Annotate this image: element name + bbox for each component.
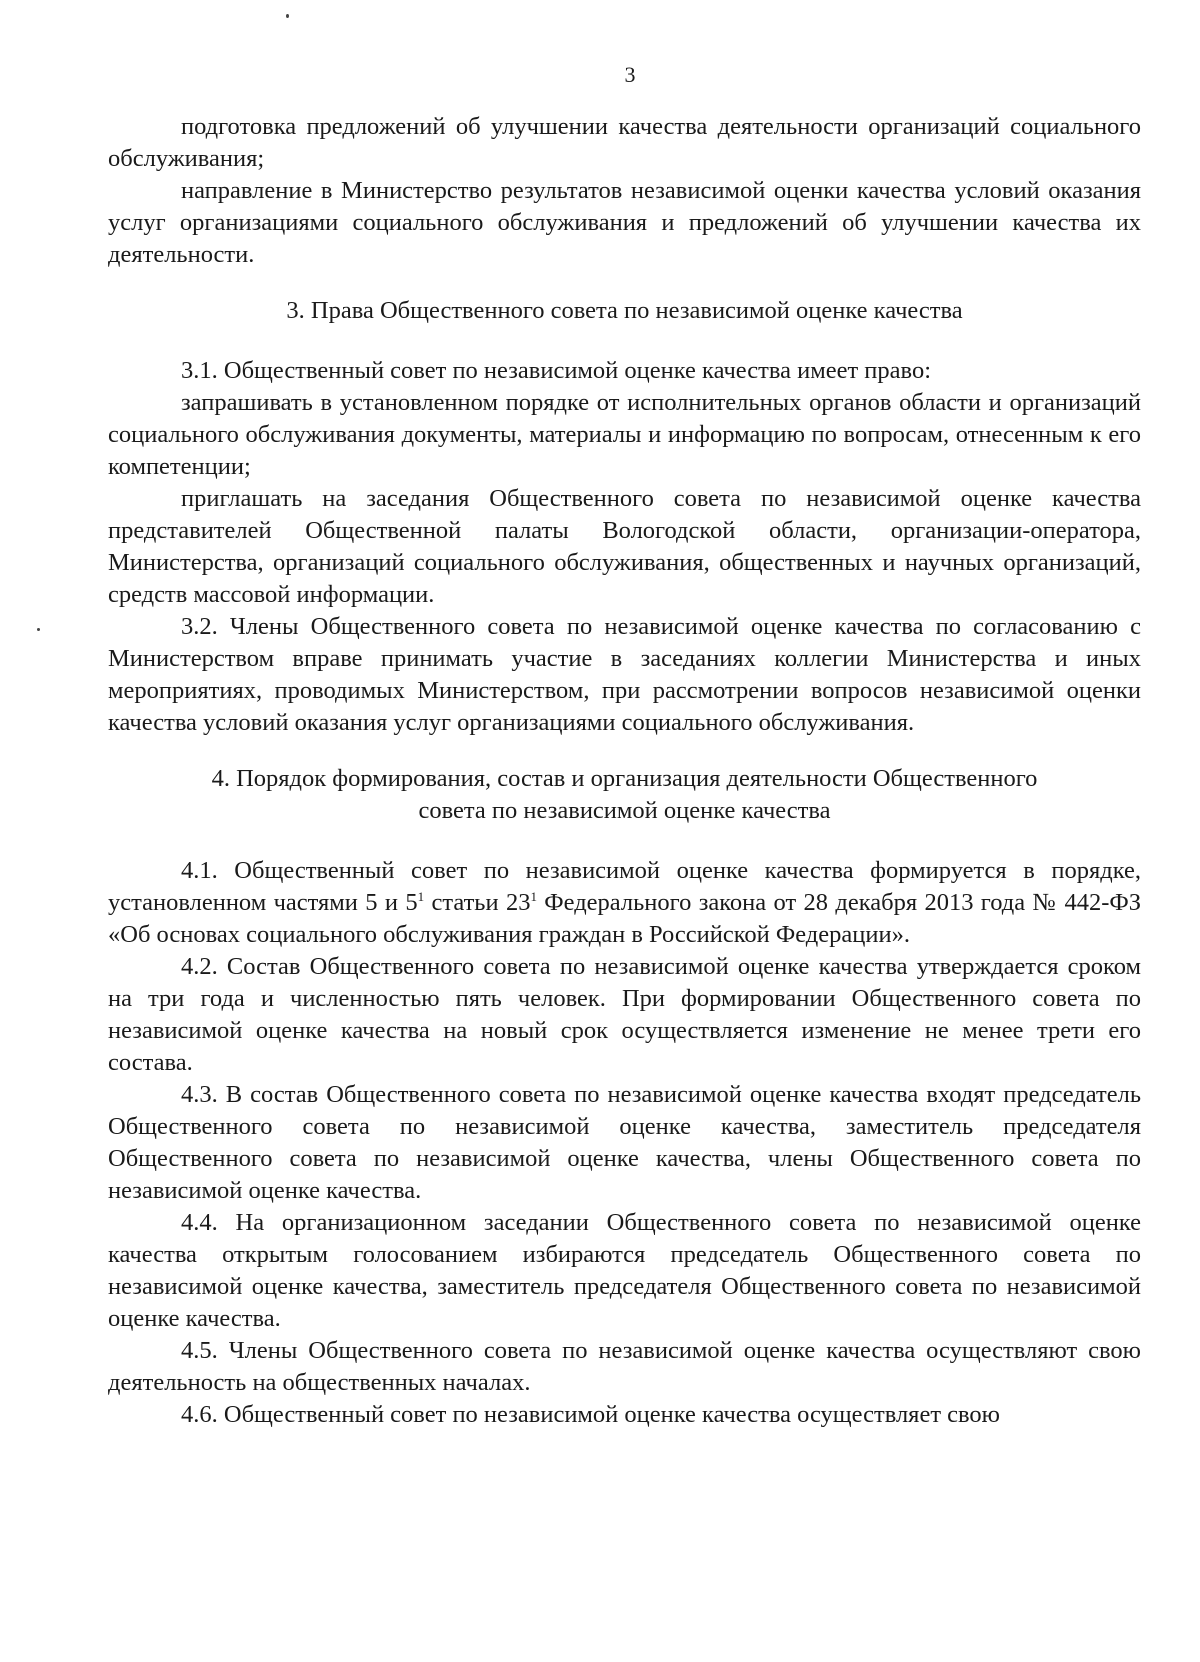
paragraph-3-1: 3.1. Общественный совет по независимой оценке качества имеет право: xyxy=(181,357,932,384)
paragraph: приглашать на заседания Общественного совета по независимой оценке качества представителей Общественной палаты Вологодской области, организации-оператора, Министерства, организаций социального обслуживания, общественных и научных организаций, средств массовой информации. xyxy=(108,485,1141,608)
paragraph-4-6: 4.6. Общественный совет по независимой оценке качества осуществляет свою xyxy=(181,1401,1000,1428)
document-body xyxy=(108,111,1141,1431)
section-heading-3: 3. Права Общественного совета по независимой оценке качества xyxy=(286,297,963,324)
page-number: 3 xyxy=(624,62,636,87)
paragraph-4-4: 4.4. На организационном заседании Общественного совета по независимой оценке качества открытым голосованием избираются председатель Общественного совета по независимой оценке качества, заместитель председателя Общественного совета по независимой оценке качества. xyxy=(108,1209,1141,1332)
scan-speck xyxy=(37,628,40,631)
paragraph-4-1-text-a: 4.1. Общественный совет по независимой оценке качества формируется в порядке, установленном частями 5 и 5 xyxy=(108,857,1141,916)
scan-speck xyxy=(286,14,289,18)
paragraph: направление в Министерство результатов независимой оценки качества условий оказания услуг организациями социального обслуживания и предложений об улучшении качества их деятельности. xyxy=(108,177,1141,268)
paragraph-4-1-text-c: Федерального закона от 28 декабря 2013 года № 442-ФЗ «Об основах социального обслуживания граждан в Российской Федерации». xyxy=(108,889,1141,948)
superscript: 1 xyxy=(530,888,537,904)
section-heading-4-line1: 4. Порядок формирования, состав и организация деятельности Общественного xyxy=(211,765,1038,792)
section-heading-4-line2: совета по независимой оценке качества xyxy=(418,797,831,824)
paragraph: запрашивать в установленном порядке от исполнительных органов области и организаций социального обслуживания документы, материалы и информацию по вопросам, отнесенным к его компетенции; xyxy=(108,389,1141,480)
paragraph-4-2: 4.2. Состав Общественного совета по независимой оценке качества утверждается сроком на три года и численностью пять человек. При формировании Общественного совета по независимой оценке качества на новый срок осуществляется изменение не менее трети его состава. xyxy=(108,953,1141,1076)
paragraph-4-1 xyxy=(108,855,1141,951)
section-heading-4 xyxy=(108,763,1141,827)
paragraph: подготовка предложений об улучшении качества деятельности организаций социального обслуживания; xyxy=(108,113,1141,172)
superscript: 1 xyxy=(417,888,425,904)
paragraph-4-3: 4.3. В состав Общественного совета по независимой оценке качества входят председатель Общественного совета по независимой оценке качества, заместитель председателя Общественного совета по независимой оценке качества, члены Общественного совета по независимой оценке качества. xyxy=(108,1081,1141,1204)
paragraph-3-2: 3.2. Члены Общественного совета по независимой оценке качества по согласованию с Министерством вправе принимать участие в заседаниях коллегии Министерства и иных мероприятиях, проводимых Министерством, при рассмотрении вопросов независимой оценки качества условий оказания услуг организациями социального обслуживания. xyxy=(108,613,1141,736)
paragraph-4-1-text-b: статьи 23 xyxy=(424,889,531,916)
paragraph-4-5: 4.5. Члены Общественного совета по независимой оценке качества осуществляют свою деятельность на общественных началах. xyxy=(108,1337,1141,1396)
